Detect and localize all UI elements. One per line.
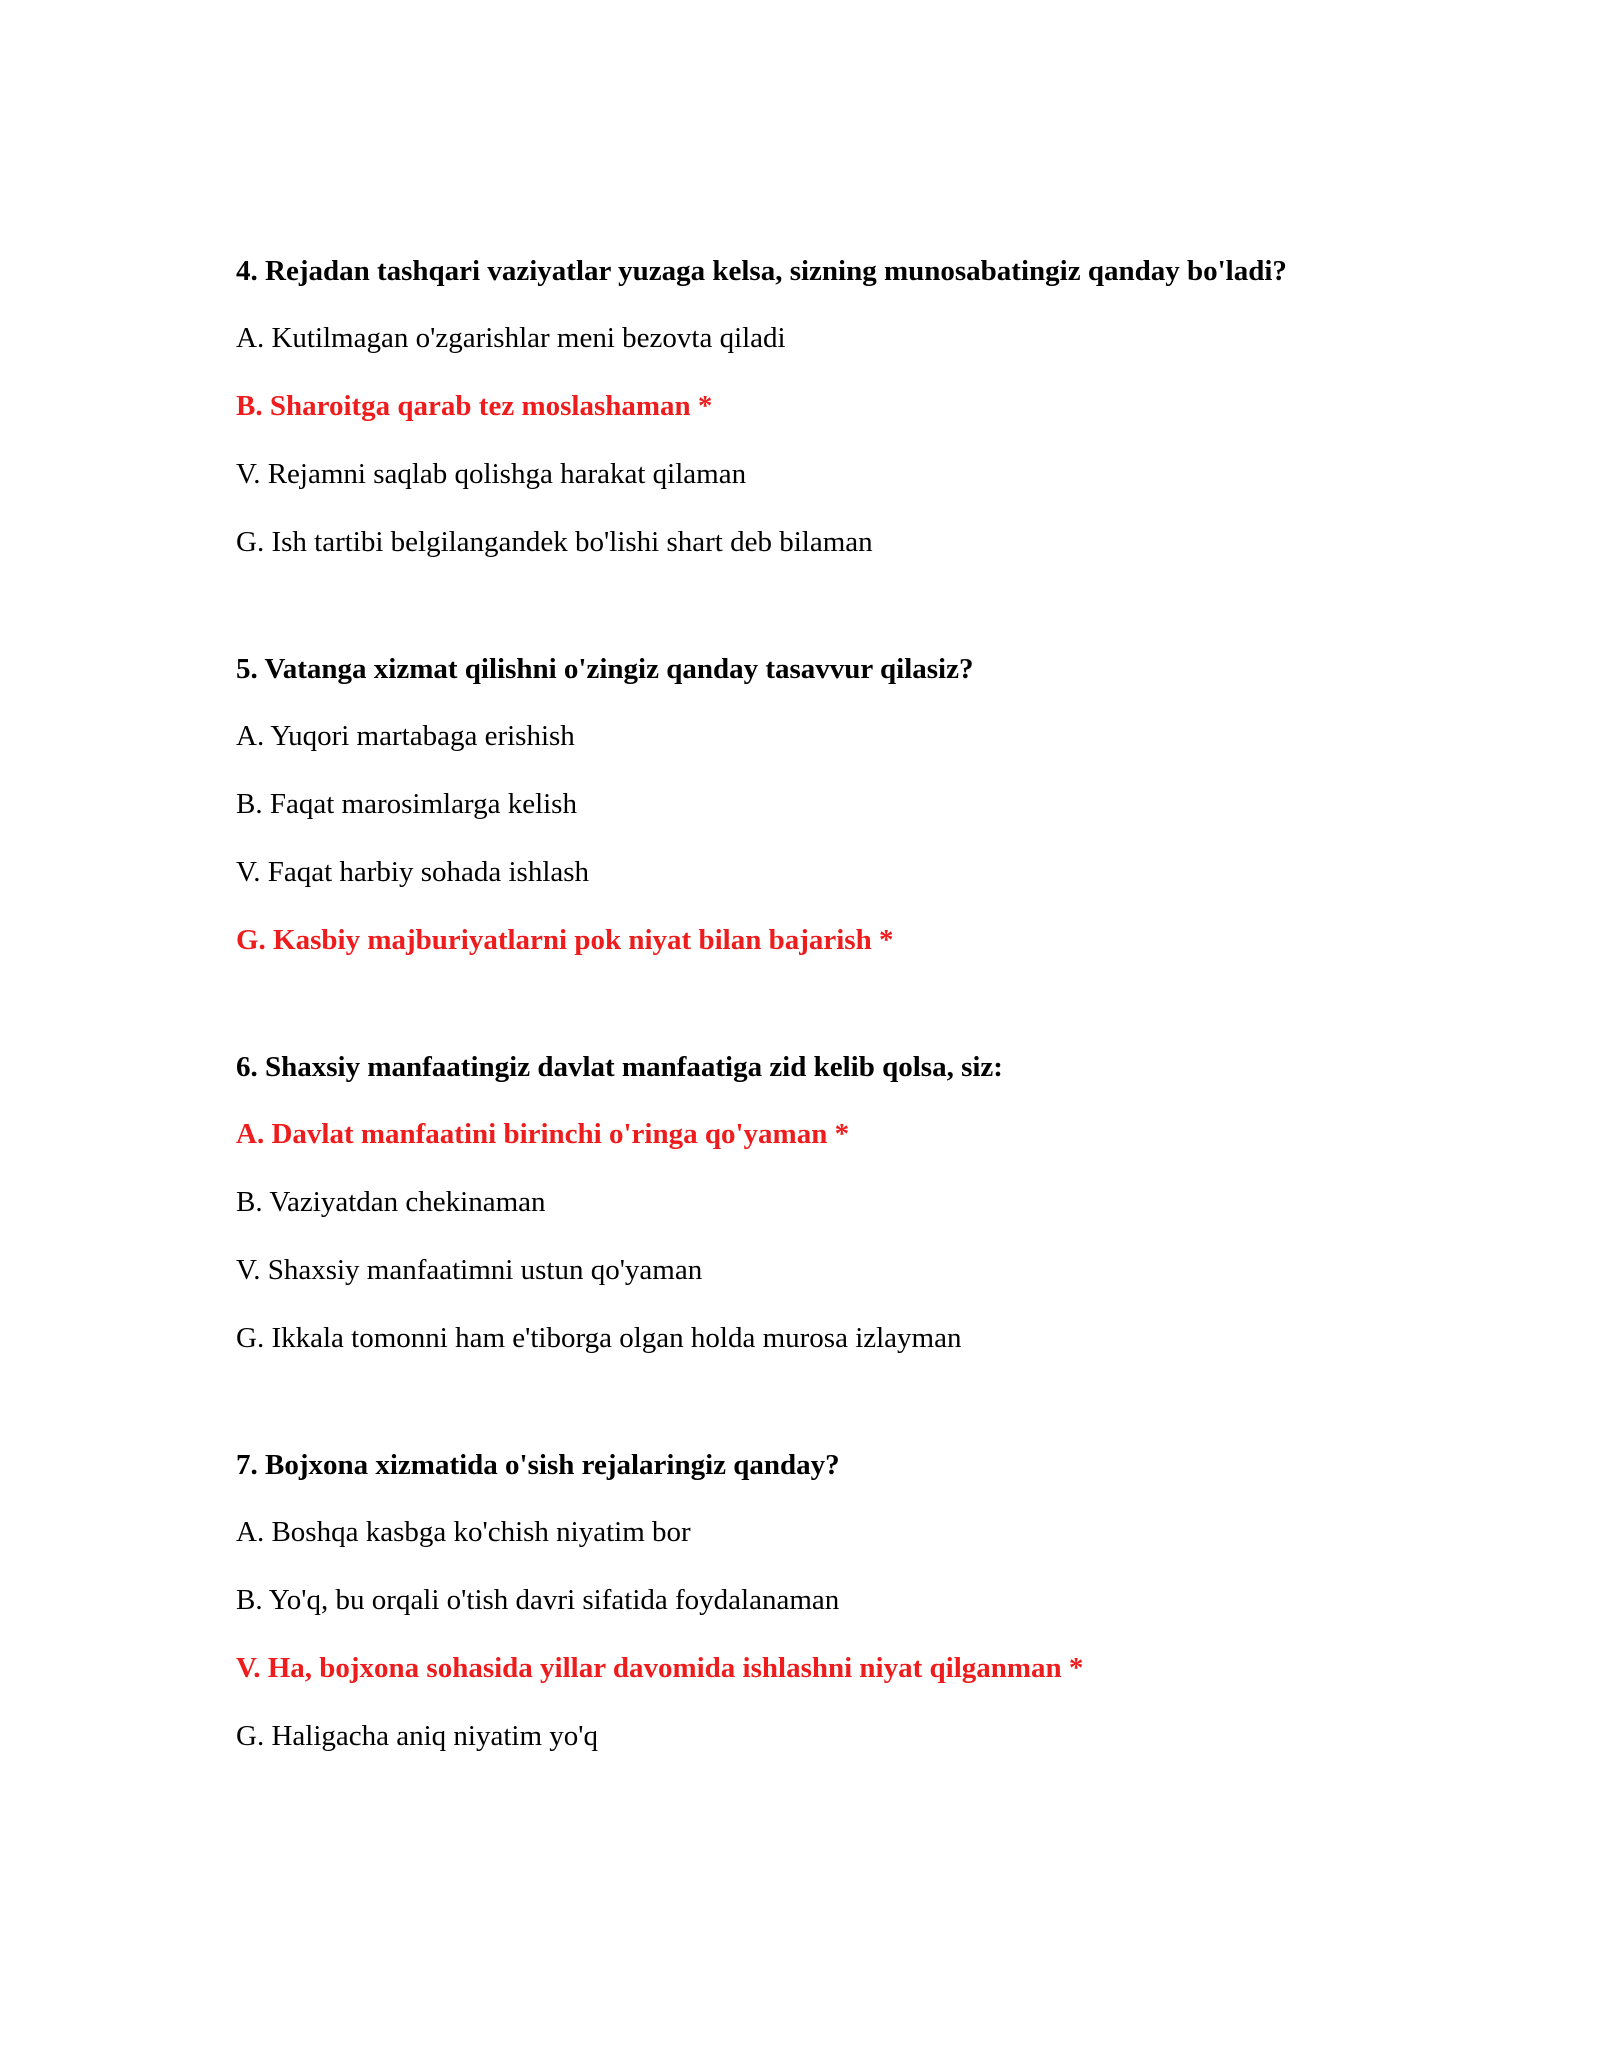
answer-option-a: A. Yuqori martabaga erishish [236, 720, 575, 752]
answer-option-b: B. Vaziyatdan chekinaman [236, 1186, 546, 1218]
question-4 [236, 251, 1376, 563]
answer-option-v: V. Rejamni saqlab qolishga harakat qilaman [236, 458, 747, 490]
answer-option-v: V. Faqat harbiy sohada ishlash [236, 856, 590, 888]
answer-option-g: G. Ish tartibi belgilangandek bo'lishi shart deb bilaman [236, 526, 873, 558]
answer-option-b: B. Faqat marosimlarga kelish [236, 788, 577, 820]
answer-option-g-correct: G. Kasbiy majburiyatlarni pok niyat bilan bajarish * [236, 924, 894, 956]
question-6 [236, 1047, 1376, 1359]
question-text: 6. Shaxsiy manfaatingiz davlat manfaatiga zid kelib qolsa, siz: [236, 1051, 1003, 1083]
answer-option-a: A. Kutilmagan o'zgarishlar meni bezovta qiladi [236, 322, 786, 354]
document-page [236, 251, 1376, 1757]
answer-option-g: G. Ikkala tomonni ham e'tiborga olgan holda murosa izlayman [236, 1322, 962, 1354]
answer-option-a-correct: A. Davlat manfaatini birinchi o'ringa qo'yaman * [236, 1118, 850, 1150]
answer-option-a: A. Boshqa kasbga ko'chish niyatim bor [236, 1516, 691, 1548]
question-text: 4. Rejadan tashqari vaziyatlar yuzaga kelsa, sizning munosabatingiz qanday bo'ladi? [236, 255, 1287, 287]
question-7 [236, 1445, 1376, 1757]
answer-option-b-correct: B. Sharoitga qarab tez moslashaman * [236, 390, 713, 422]
answer-option-g: G. Haligacha aniq niyatim yo'q [236, 1720, 598, 1752]
question-text: 7. Bojxona xizmatida o'sish rejalaringiz qanday? [236, 1449, 840, 1481]
question-text: 5. Vatanga xizmat qilishni o'zingiz qanday tasavvur qilasiz? [236, 653, 974, 685]
answer-option-v: V. Shaxsiy manfaatimni ustun qo'yaman [236, 1254, 703, 1286]
question-5 [236, 649, 1376, 961]
answer-option-v-correct: V. Ha, bojxona sohasida yillar davomida ishlashni niyat qilganman * [236, 1652, 1084, 1684]
answer-option-b: B. Yo'q, bu orqali o'tish davri sifatida foydalanaman [236, 1584, 840, 1616]
